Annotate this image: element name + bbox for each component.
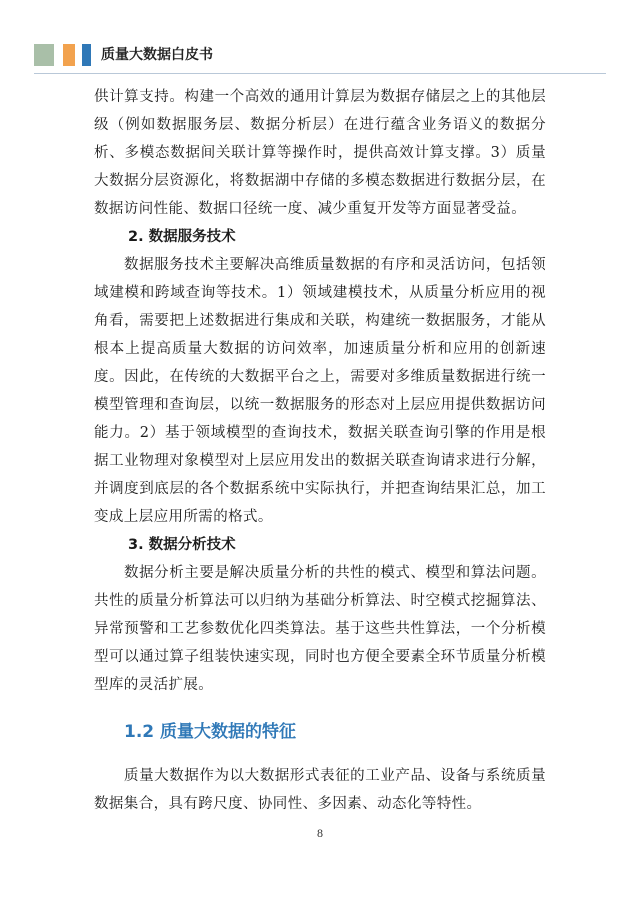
paragraph-characteristics: 质量大数据作为以大数据形式表征的工业产品、设备与系统质量数据集合，具有跨尺度、协同性、多因素、动态化等特性。: [94, 768, 546, 812]
page-number: 8: [317, 826, 323, 840]
paragraph-computing-layer: 供计算支持。构建一个高效的通用计算层为数据存储层之上的其他层级（例如数据服务层、数据分析层）在进行蕴含业务语义的数据分析、多模态数据间关联计算等操作时，提供高效计算支撑。3）质量大数据分层资源化，将数据湖中存储的多模态数据进行数据分层，在数据访问性能、数据口径统一度、减少重复开发等方面显著受益。: [94, 89, 546, 217]
paragraph-data-service: 数据服务技术主要解决高维质量数据的有序和灵活访问，包括领域建模和跨域查询等技术。1）领域建模技术，从质量分析应用的视角看，需要把上述数据进行集成和关联，构建统一数据服务，才能从根本上提高质量大数据的访问效率，加速质量分析和应用的创新速度。因此，在传统的大数据平台之上，需要对多维质量数据进行统一模型管理和查询层，以统一数据服务的形态对上层应用提供数据访问能力。2）基于领域模型的查询技术，数据关联查询引擎的作用是根据工业物理对象模型对上层应用发出的数据关联查询请求进行分解，并调度到底层的各个数据系统中实际执行，并把查询结果汇总，加工变成上层应用所需的格式。: [94, 257, 546, 525]
section-title: 1.2 质量大数据的特征: [124, 722, 297, 742]
header-title: 质量大数据白皮书: [101, 47, 213, 63]
header-blue-block: [82, 44, 91, 66]
subheading-data-service: 2. 数据服务技术: [128, 229, 236, 245]
header-orange-block: [63, 44, 75, 66]
subheading-data-analysis: 3. 数据分析技术: [128, 537, 236, 553]
paragraph-data-analysis: 数据分析主要是解决质量分析的共性的模式、模型和算法问题。共性的质量分析算法可以归纳为基础分析算法、时空模式挖掘算法、异常预警和工艺参数优化四类算法。基于这些共性算法，一个分析模型可以通过算子组装快速实现，同时也方便全要素全环节质量分析模型库的灵活扩展。: [94, 565, 546, 693]
page-header: [0, 0, 640, 78]
header-gray-block: [34, 44, 54, 66]
header-rule: [34, 73, 606, 74]
page-body: [94, 83, 546, 818]
